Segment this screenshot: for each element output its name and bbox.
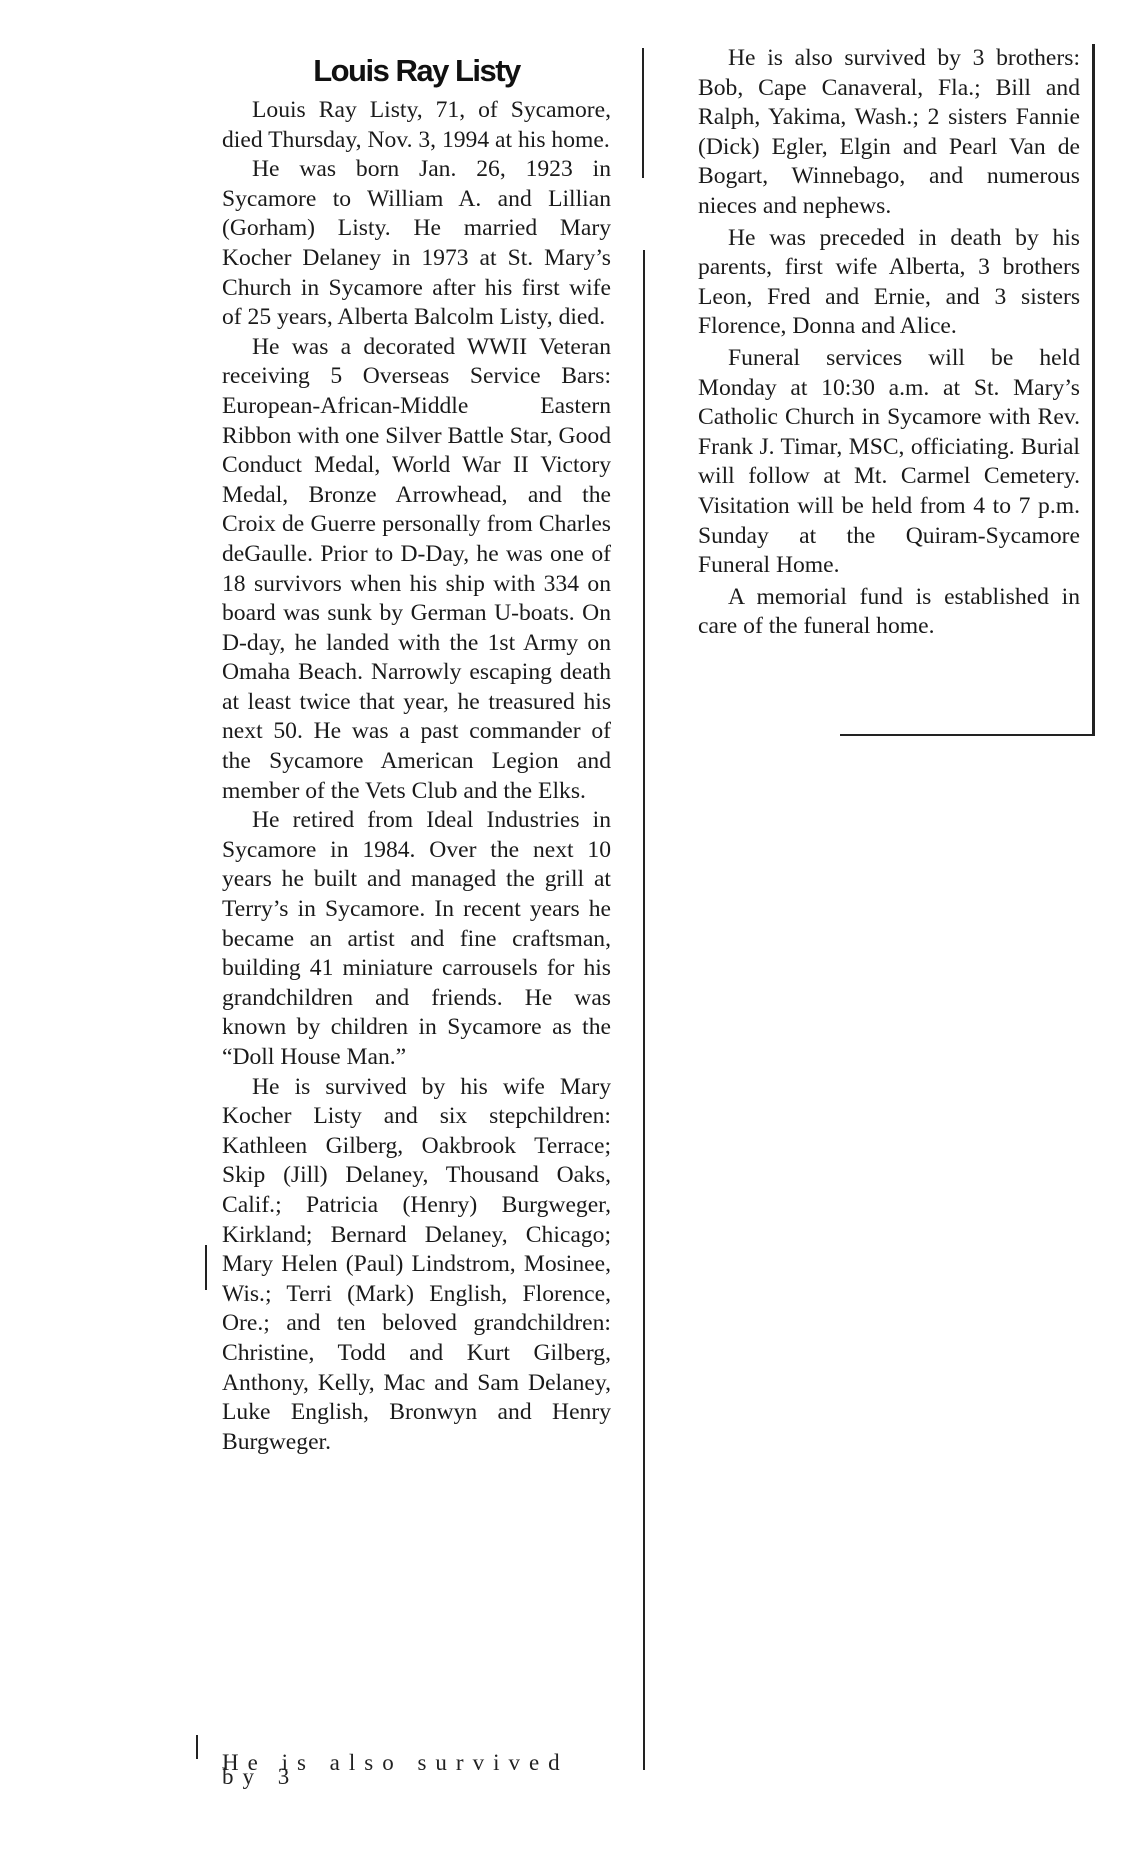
paragraph-career: He retired from Ideal Industries in Sycamore in 1984. Over the next 10 years he built and managed the grill at Terry’s in Sycamore. In recent years he became an artist and fine craftsman, building 41 miniature carrousels for his grandchildren and friends. He was known by children in Sycamore as the “Doll House Man.”: [222, 807, 611, 1070]
right-box-border: [1092, 44, 1095, 736]
paragraph-intro: Louis Ray Listy, 71, of Sycamore, died Thursday, Nov. 3, 1994 at his home.: [222, 97, 611, 153]
paragraph-survivors: He is survived by his wife Mary Kocher Listy and six stepchildren: Kathleen Gilberg, Oakbrook Terrace; Skip (Jill) Delaney, Thousand Oaks, Calif.; Patricia (Henry) Burgweger, Kirkland; Bernard Delaney, Chicago; Mary Helen (Paul) Lindstrom, Mosinee, Wis.; Terri (Mark) English, Florence, Ore.; and ten beloved grandchildren: Christine, Todd and Kurt Gilberg, Anthony, Kelly, Mac and Sam Delaney, Luke English, Bronwyn and Henry Burgweger.: [222, 1073, 611, 1455]
right-box-bottom-rule: [840, 734, 1094, 736]
left-column: [222, 52, 611, 1457]
paragraph-military-service: He was a decorated WWII Veteran receiving 5 Overseas Service Bars: European-African-Middle Eastern Ribbon with one Silver Battle Star, Good Conduct Medal, World War II Victory Medal, Bronze Arrowhead, and the Croix de Guerre personally from Charles deGaulle. Prior to D-Day, he was one of 18 survivors when his ship with 334 on board was sunk by German U-boats. On D-day, he landed with the 1st Army on Omaha Beach. Narrowly escaping death at least twice that year, he treasured his next 50. He was a past commander of the Sycamore American Legion and member of the Vets Club and the Elks.: [222, 333, 611, 804]
paragraph-funeral-services: Funeral services will be held Monday at 10:30 a.m. at St. Mary’s Catholic Church in Sycamore with Rev. Frank J. Timar, MSC, officiating. Burial will follow at Mt. Carmel Cemetery. Visitation will be held from 4 to 7 p.m. Sunday at the Quiram-Sycamore Funeral Home.: [698, 344, 1080, 579]
cut-off-text-line: He is also survived by 3: [222, 1750, 569, 1789]
column-divider-line-lower: [643, 250, 645, 1770]
obituary-headline: Louis Ray Listy: [313, 53, 520, 88]
right-column: [698, 44, 1080, 642]
paragraph-siblings: He is also survived by 3 brothers: Bob, Cape Canaveral, Fla.; Bill and Ralph, Yakima, Wash.; 2 sisters Fannie (Dick) Egler, Elgin and Pearl Van de Bogart, Winnebago, and numerous nieces and nephews.: [698, 45, 1080, 219]
paragraph-memorial-fund: A memorial fund is established in care of the funeral home.: [698, 583, 1080, 640]
left-margin-tick-2: [196, 1735, 198, 1759]
paragraph-preceded-in-death: He was preceded in death by his parents, first wife Alberta, 3 brothers Leon, Fred and Ernie, and 3 sisters Florence, Donna and Alice.: [698, 224, 1080, 340]
paragraph-birth-marriage: He was born Jan. 26, 1923 in Sycamore to William A. and Lillian (Gorham) Listy. He married Mary Kocher Delaney in 1973 at St. Mary’s Church in Sycamore after his first wife of 25 years, Alberta Balcolm Listy, died.: [222, 156, 611, 331]
left-margin-tick-1: [205, 1245, 207, 1290]
column-divider-line-upper: [642, 48, 644, 178]
